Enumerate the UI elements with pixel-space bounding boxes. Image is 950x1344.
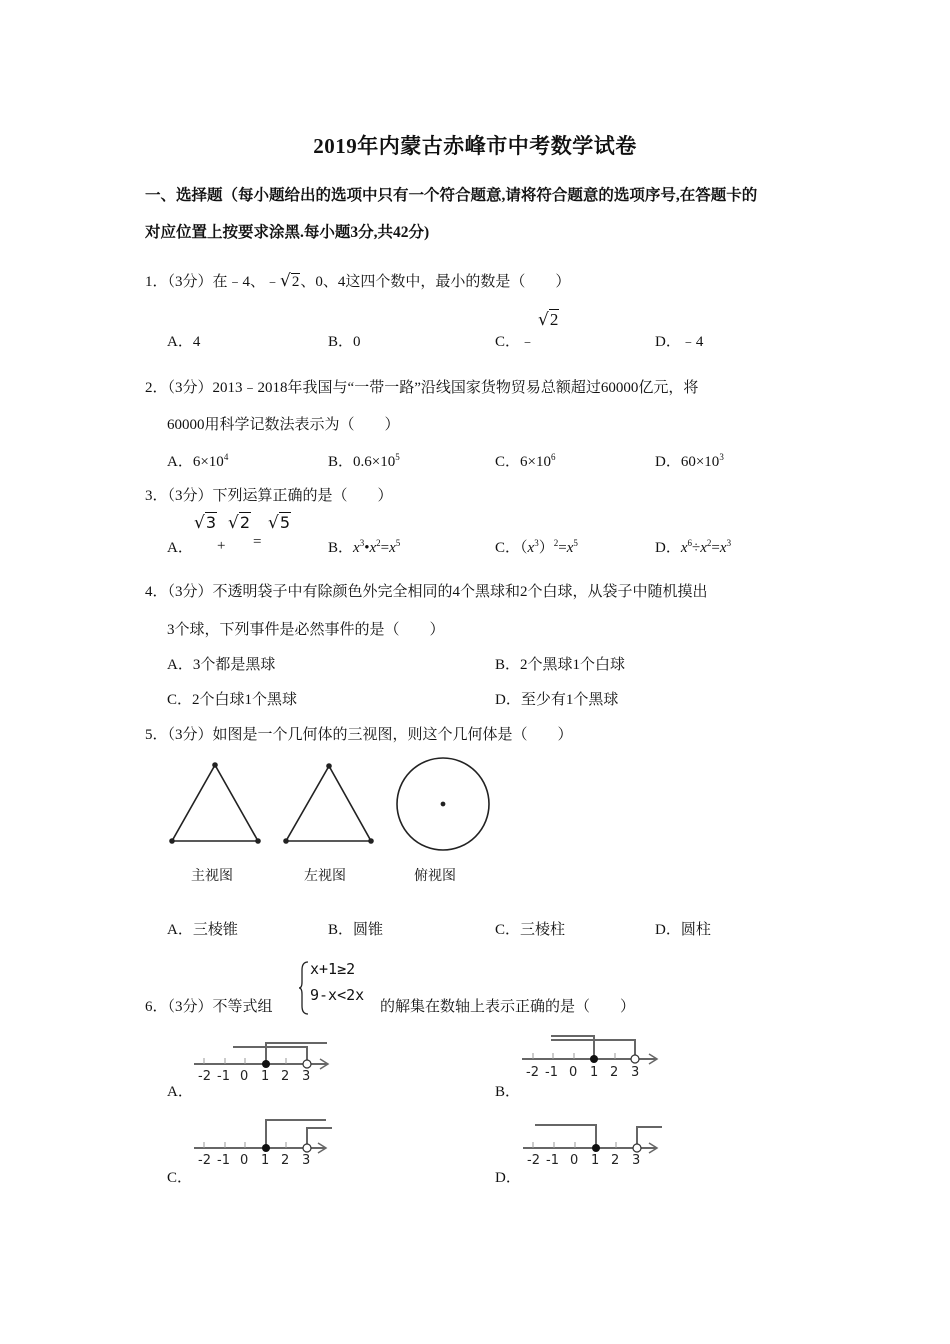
option-text: 圆柱 (680, 922, 711, 938)
question-6-suffix: 的解集在数轴上表示正确的是（ ） (380, 999, 636, 1015)
option-label: B． (495, 657, 521, 673)
svg-text:-2: -2 (198, 1153, 211, 1168)
sqrt-icon: √ (268, 513, 279, 533)
option-text: 0.6×10 (353, 454, 396, 470)
sqrt-icon: √ (228, 513, 239, 533)
option-text: ﹣4 (680, 334, 704, 350)
question-4-cont: 3个球，下列事件是必然事件的是（ ） (167, 622, 445, 638)
radicand: 2 (239, 513, 251, 532)
option-text: 三棱柱 (520, 922, 566, 938)
option-label: D． (655, 922, 681, 938)
equals-sign: = (253, 534, 262, 550)
exponent: 5 (573, 538, 578, 548)
q6-option-d[interactable]: D． (495, 1170, 521, 1186)
svg-text:3: 3 (302, 1069, 311, 1084)
sqrt-icon: √ (280, 271, 291, 291)
exponent: 3 (726, 538, 732, 548)
option-label: C． (495, 454, 521, 470)
exponent: 6 (550, 452, 556, 462)
svg-text:1: 1 (591, 1153, 600, 1168)
variable: x (353, 540, 360, 556)
svg-text:0: 0 (240, 1153, 249, 1168)
variable: x (527, 540, 535, 556)
option-label: C． (495, 922, 521, 938)
svg-text:-1: -1 (217, 1069, 230, 1084)
question-score: （3分） (167, 999, 213, 1015)
option-label: B． (328, 922, 354, 938)
radicand: 2 (549, 310, 559, 329)
operator: = (711, 540, 720, 556)
option-label: D． (655, 454, 681, 470)
number-line-a[interactable] (194, 1043, 328, 1084)
question-text: 如图是一个几何体的三视图，则这个几何体是（ ） (212, 727, 573, 743)
number-line-c[interactable] (194, 1120, 332, 1168)
caption-top-view: 俯视图 (414, 868, 456, 884)
exponent: 3 (534, 538, 539, 548)
option-text: 60×10 (680, 454, 720, 470)
question-number: 4． (145, 584, 168, 600)
exponent: 2 (553, 538, 559, 548)
option-label: B． (328, 334, 354, 350)
question-score: （3分） (167, 274, 213, 290)
inequality-2: 9-x<2x (310, 986, 365, 1004)
question-number: 3． (145, 488, 168, 504)
svg-text:2: 2 (281, 1069, 290, 1084)
svg-text:0: 0 (240, 1069, 249, 1084)
radicand: 5 (279, 513, 291, 532)
number-line-b[interactable] (522, 1036, 657, 1080)
option-label: D． (655, 334, 681, 350)
sqrt-icon: √ (538, 310, 549, 330)
svg-text:3: 3 (302, 1153, 311, 1168)
svg-text:-2: -2 (527, 1153, 540, 1168)
variable: x (700, 540, 707, 556)
question-score: （3分） (167, 727, 213, 743)
sqrt-icon: √ (194, 513, 205, 533)
operator: • (364, 540, 370, 556)
exponent: 5 (395, 452, 400, 462)
option-text: 2个白球1个黑球 (192, 692, 298, 708)
svg-text:2: 2 (281, 1153, 290, 1168)
q6-option-a[interactable]: A． (167, 1084, 193, 1100)
caption-side-view: 左视图 (304, 868, 346, 884)
option-text: 0 (353, 334, 361, 350)
svg-text:0: 0 (570, 1153, 579, 1168)
svg-text:-1: -1 (546, 1153, 559, 1168)
option-label: C． (495, 334, 521, 350)
svg-text:-1: -1 (217, 1153, 230, 1168)
variable: x (680, 540, 688, 556)
svg-text:2: 2 (610, 1065, 619, 1080)
exponent: 3 (719, 452, 724, 462)
section-heading-line1: 一、选择题（每小题给出的选项中只有一个符合题意,请将符合题意的选项序号,在答题卡的 (145, 187, 758, 204)
question-score: （3分） (167, 380, 213, 396)
option-text: ﹣ (520, 334, 536, 350)
option-label: A． (167, 657, 193, 673)
plus-sign: + (217, 538, 226, 554)
option-text: 6×10 (192, 454, 224, 470)
question-number: 1． (145, 274, 168, 290)
option-text: 4 (192, 334, 201, 350)
exponent: 5 (395, 538, 401, 548)
option-label: D． (495, 692, 521, 708)
section-heading-line2: 对应位置上按要求涂黑.每小题3分,共42分) (145, 224, 430, 241)
exponent: 6 (687, 538, 693, 548)
variable: x (369, 540, 377, 556)
paren: ） (538, 540, 554, 556)
operator: ÷ (692, 540, 701, 556)
option-text: 至少有1个黑球 (520, 692, 619, 708)
svg-text:-1: -1 (545, 1065, 558, 1080)
option-text: 3个都是黑球 (192, 657, 276, 673)
variable: x (719, 540, 727, 556)
svg-text:0: 0 (569, 1065, 578, 1080)
svg-text:3: 3 (632, 1153, 641, 1168)
svg-text:3: 3 (631, 1065, 640, 1080)
question-number: 6． (145, 999, 168, 1015)
option-label: C． (495, 540, 521, 556)
exponent: 4 (223, 452, 229, 462)
exponent: 3 (359, 538, 365, 548)
question-number: 2． (145, 380, 168, 396)
variable: x (389, 540, 396, 556)
operator: = (558, 540, 567, 556)
question-score: （3分） (167, 584, 213, 600)
option-label: A． (167, 334, 193, 350)
exponent: 2 (376, 538, 381, 548)
svg-text:-2: -2 (526, 1065, 539, 1080)
inequality-1: x+1≥2 (310, 960, 356, 978)
page-title: 2019年内蒙古赤峰市中考数学试卷 (313, 134, 637, 158)
option-text: 6×10 (520, 454, 551, 470)
question-number: 5． (145, 727, 168, 743)
option-label: A． (167, 540, 193, 556)
svg-text:-2: -2 (198, 1069, 211, 1084)
option-label: B． (328, 454, 354, 470)
variable: x (566, 540, 574, 556)
number-line-d[interactable] (523, 1125, 662, 1168)
svg-text:1: 1 (590, 1065, 599, 1080)
option-text: 2个黑球1个白球 (520, 657, 626, 673)
question-score: （3分） (167, 488, 213, 504)
question-2-cont: 60000用科学记数法表示为（ ） (167, 417, 400, 433)
question-text: 不等式组 (212, 999, 273, 1015)
paren: （ (520, 540, 528, 556)
option-label: A． (167, 454, 193, 470)
question-text: 、0、4这四个数中，最小的数是（ ） (300, 274, 571, 290)
option-label: B． (328, 540, 354, 556)
exponent: 2 (706, 538, 712, 548)
operator: = (380, 540, 390, 556)
question-text: 2013﹣2018年我国与“一带一路”沿线国家货物贸易总额超过60000亿元，将 (212, 380, 699, 396)
option-label: C． (167, 692, 193, 708)
q6-option-c[interactable]: C． (167, 1170, 193, 1186)
caption-front-view: 主视图 (191, 868, 233, 884)
question-text: 在﹣4、﹣ (212, 274, 281, 290)
option-label: A． (167, 922, 193, 938)
question-text: 下列运算正确的是（ ） (212, 488, 393, 504)
option-text: 圆锥 (353, 922, 384, 938)
svg-text:2: 2 (611, 1153, 620, 1168)
radicand: 2 (291, 274, 300, 290)
option-text: 三棱锥 (192, 922, 238, 938)
radicand: 3 (205, 513, 217, 532)
svg-text:1: 1 (261, 1153, 270, 1168)
svg-text:1: 1 (261, 1069, 270, 1084)
question-text: 不透明袋子中有除颜色外完全相同的4个黑球和2个白球，从袋子中随机摸出 (212, 584, 708, 600)
option-label: D． (655, 540, 681, 556)
q6-option-b[interactable]: B． (495, 1084, 521, 1100)
